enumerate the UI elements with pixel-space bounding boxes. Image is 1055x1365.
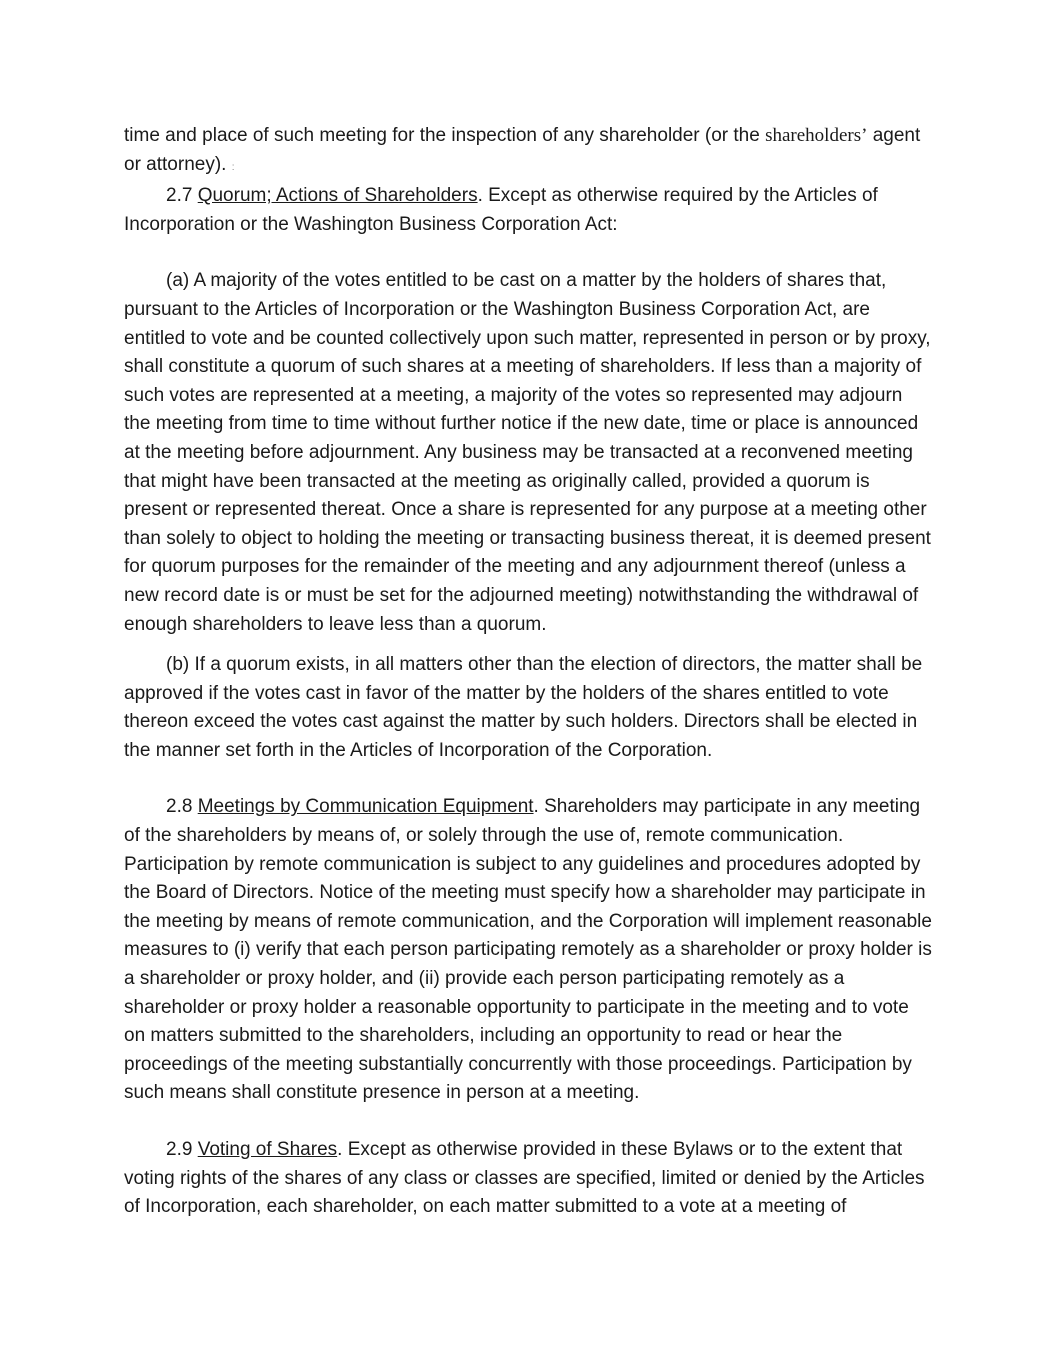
section-2-8 <box>124 793 932 1108</box>
section-2-9-body: . Except as otherwise provided in these Bylaws or to the extent that voting rights of the shares of any class or classes are specified, limited or denied by the Articles of Incorporation, each shareholder, on each matter submitted to a vote at a meeting of <box>124 1139 925 1218</box>
section-2-9-number: 2.9 <box>166 1139 198 1160</box>
section-2-7-number: 2.7 <box>166 185 198 207</box>
section-2-7 <box>124 182 932 239</box>
section-2-7-body: . Except as otherwise required by the Articles of Incorporation or the Washington Business Corporation Act: <box>124 185 878 235</box>
section-2-8-number: 2.8 <box>166 796 198 818</box>
section-2-8-body: . Shareholders may participate in any meeting of the shareholders by means of, or solely through the use of, remote communication. Participation by remote communication is subject to any guidelines and procedures adopted by the Board of Directors. Notice of the meeting must specify how a shareholder may participate in the meeting by means of remote communication, and the Corporation will implement reasonable measures to (i) verify that each person participating remotely as a shareholder or proxy holder is a shareholder or proxy holder, and (ii) provide each person participating remotely as a shareholder or proxy holder a reasonable opportunity to participate in the meeting and to vote on matters submitted to the shareholders, including an opportunity to read or hear the proceedings of the meeting substantially concurrently with those proceedings. Participation by such means shall constitute presence in person at a meeting. <box>124 796 932 1104</box>
section-2-8-heading: Meetings by Communication Equipment <box>197 796 534 818</box>
continuation-text-a: time and place of such meeting for the inspection of any shareholder (or the <box>124 125 766 146</box>
footnote-mark: : <box>231 161 235 173</box>
section-2-7-a: (a) A majority of the votes entitled to be cast on a matter by the holders of shares that, pursuant to the Articles of Incorporation or the Washington Business Corporation Act, are entitled to vote and be counted collectively upon such matter, represented in person or by proxy, shall constitute a quorum of such shares at a meeting of shareholders. If less than a majority of such votes are represented at a meeting, a majority of the votes so represented may adjourn the meeting from time to time without further notice if the new date, time or place is announced at the meeting before adjournment. Any business may be transacted at a reconvened meeting that might have been transacted at the meeting as originally called, provided a quorum is present or represented thereat. Once a share is represented for any purpose at a meeting other than solely to object to holding the meeting or transacting business thereat, it is deemed present for quorum purposes for the remainder of the meeting and any adjournment thereof (unless a new record date is or must be set for the adjourned meeting) notwithstanding the withdrawal of enough shareholders to leave less than a quorum. <box>124 270 931 635</box>
paragraph-continuation <box>124 122 932 182</box>
continuation-text-c: agent or attorney). <box>124 125 921 175</box>
section-2-7-heading: Quorum; Actions of Shareholders <box>197 185 478 207</box>
section-2-9 <box>124 1136 932 1222</box>
section-2-7-b: (b) If a quorum exists, in all matters other than the election of directors, the matter shall be approved if the votes cast in favor of the matter by the holders of the shares entitled to vote thereon exceed the votes cast against the matter by such holders. Directors shall be elected in the manner set forth in the Articles of Incorporation of the Corporation. <box>124 654 923 761</box>
document-page <box>124 122 932 1222</box>
continuation-text-b: shareholders’ <box>765 125 868 146</box>
section-2-9-heading: Voting of Shares <box>197 1139 338 1160</box>
